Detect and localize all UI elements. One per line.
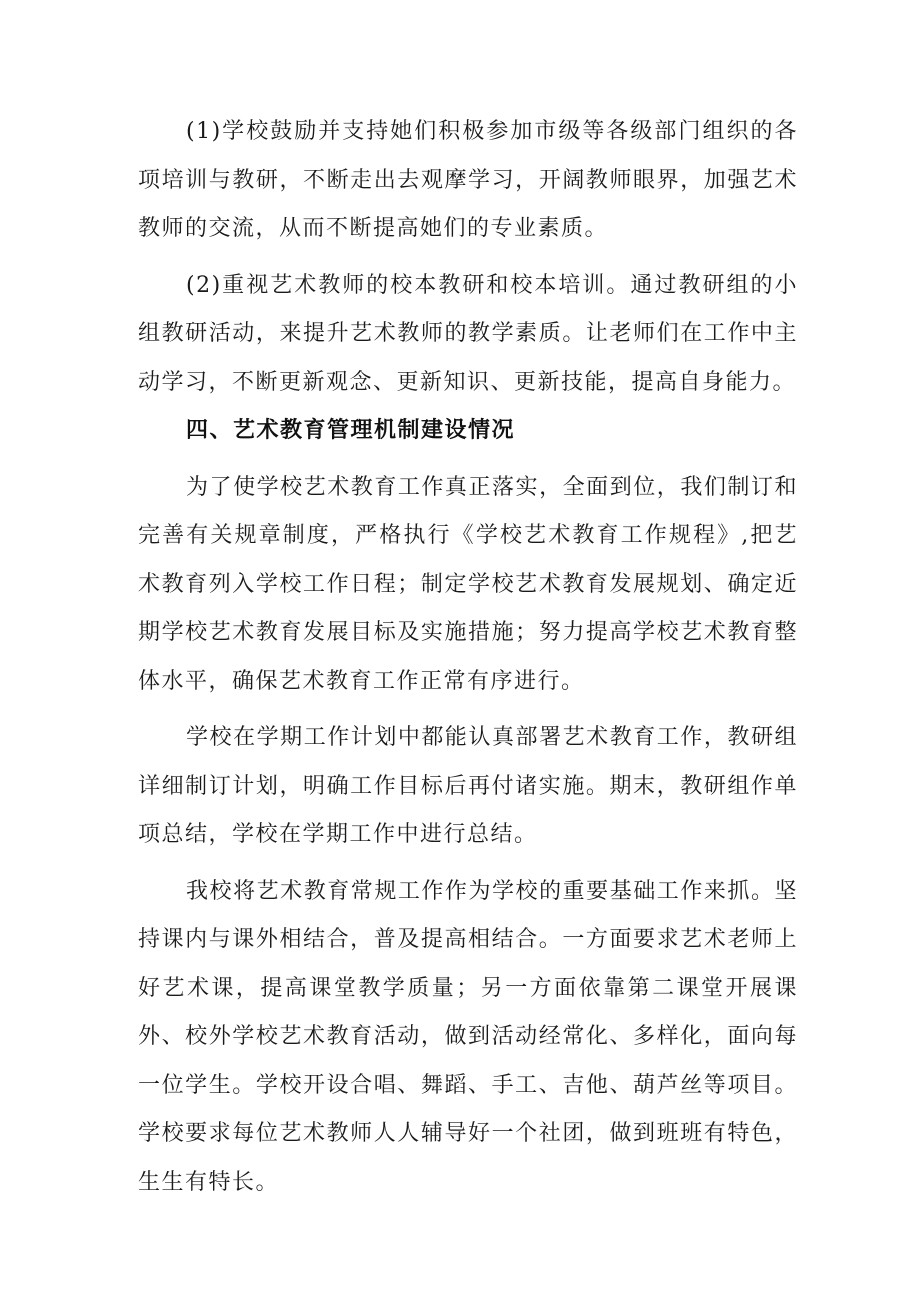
paragraph-regulations: 为了使学校艺术教育工作真正落实，全面到位，我们制订和完善有关规章制度，严格执行《学校艺术教育工作规程》,把艺术教育列入学校工作日程；制定学校艺术教育发展规划、确定近期学校艺术教育发展目标及实施措施；努力提高学校艺术教育整体水平，确保艺术教育工作正常有序进行。 [138, 474, 798, 694]
document-body [138, 108, 798, 1207]
paragraph-routine-work: 我校将艺术教育常规工作作为学校的重要基础工作来抓。坚持课内与课外相结合，普及提高相结合。一方面要求艺术老师上好艺术课，提高课堂教学质量；另一方面依靠第二课堂开展课外、校外学校艺术教育活动，做到活动经常化、多样化，面向每一位学生。学校开设合唱、舞蹈、手工、吉他、葫芦丝等项目。学校要求每位艺术教师人人辅导好一个社团，做到班班有特色，生生有特长。 [138, 878, 798, 1195]
paragraph-work-plan: 学校在学期工作计划中都能认真部署艺术教育工作，教研组详细制订计划，明确工作目标后再付诸实施。期末，教研组作单项总结，学校在学期工作中进行总结。 [138, 725, 798, 847]
paragraph-training: (1)学校鼓励并支持她们积极参加市级等各级部门组织的各项培训与教研，不断走出去观摩学习，开阔教师眼界，加强艺术教师的交流，从而不断提高她们的专业素质。 [138, 119, 798, 241]
paragraph-school-research: (2)重视艺术教师的校本教研和校本培训。通过教研组的小组教研活动，来提升艺术教师的教学素质。让老师们在工作中主动学习，不断更新观念、更新知识、更新技能，提高自身能力。 [138, 272, 798, 395]
section-heading: 四、艺术教育管理机制建设情况 [186, 418, 516, 443]
